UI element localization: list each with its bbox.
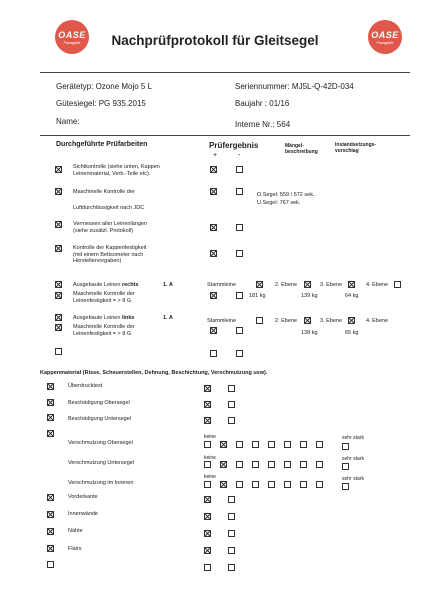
lower-item: Nähte: [68, 528, 83, 534]
kappen-item: Beschädigung Untersegel: [68, 416, 131, 422]
page-title: Nachprüfprotokoll für Gleitsegel: [111, 33, 319, 48]
scale-box[interactable]: [268, 441, 275, 448]
minus-checkbox[interactable]: [236, 292, 243, 299]
rechts-v1: 181 kg: [249, 293, 266, 299]
scale-box[interactable]: [236, 441, 243, 448]
plus-checkbox[interactable]: [210, 188, 217, 195]
col-durchgefuhrt: Durchgeführte Prüfarbeiten: [56, 141, 148, 148]
kappen-checkbox[interactable]: [47, 399, 54, 406]
row-checkbox[interactable]: [55, 281, 62, 288]
scale-box[interactable]: [300, 441, 307, 448]
plus-checkbox[interactable]: [204, 530, 211, 537]
scale-box[interactable]: [342, 443, 349, 450]
minus-checkbox[interactable]: [228, 530, 235, 537]
plus-checkbox[interactable]: [204, 417, 211, 424]
lower-checkbox[interactable]: [47, 561, 54, 568]
lower-checkbox[interactable]: [47, 494, 54, 501]
scale-box[interactable]: [204, 481, 211, 488]
plus-checkbox[interactable]: [210, 327, 217, 334]
rechts-e2: 2. Ebene: [275, 282, 298, 288]
ebene3-checkbox[interactable]: [348, 281, 355, 288]
row-checkbox[interactable]: [55, 314, 62, 321]
minus-checkbox[interactable]: [228, 417, 235, 424]
kappen-checkbox[interactable]: [47, 383, 54, 390]
scale-box[interactable]: [220, 481, 227, 488]
rechts-label-bold: rechts: [121, 282, 139, 288]
lower-item: Innenwände: [68, 511, 98, 517]
kappen-item: Beschädigung Obersegel: [68, 400, 130, 406]
scale-sehr-stark: sehr stark: [342, 456, 364, 462]
minus-checkbox[interactable]: [228, 564, 235, 571]
row-label: Kontrolle der Kappenfestigkeit (mit einem Bettsometer nach Herstellervorgaben): [73, 245, 147, 264]
scale-box[interactable]: [236, 481, 243, 488]
kappen-checkbox[interactable]: [47, 414, 54, 421]
scale-box[interactable]: [252, 481, 259, 488]
minus-checkbox[interactable]: [236, 188, 243, 195]
scale-box[interactable]: [252, 461, 259, 468]
seriennummer: Seriennummer: MJ5L-Q-42D-034: [235, 82, 354, 91]
scale-box[interactable]: [220, 441, 227, 448]
rechts-e4: 4. Ebene: [366, 282, 389, 288]
ebene2-checkbox[interactable]: [304, 281, 311, 288]
stammleine-checkbox[interactable]: [256, 281, 263, 288]
plus-checkbox[interactable]: [204, 564, 211, 571]
plus-checkbox[interactable]: [210, 166, 217, 173]
rechts-e3: 3. Ebene: [320, 282, 343, 288]
ebene4-checkbox[interactable]: [394, 281, 401, 288]
lower-checkbox[interactable]: [47, 545, 54, 552]
plus-checkbox[interactable]: [204, 496, 211, 503]
row-label: Vermessen aller Leinenlängen (siehe zusätzl. Protokoll): [73, 221, 147, 234]
row-checkbox[interactable]: [55, 348, 62, 355]
row-checkbox[interactable]: [55, 292, 62, 299]
row-checkbox[interactable]: [55, 324, 62, 331]
ebene3-checkbox[interactable]: [348, 317, 355, 324]
gutesiegel: Gütesiegel: PG 935.2015: [56, 99, 146, 108]
logo-word: OASE: [371, 30, 399, 40]
scale-sehr-stark: sehr stark: [342, 476, 364, 482]
interne-nr: Interne Nr.: 564: [235, 120, 291, 129]
minus-checkbox[interactable]: [228, 385, 235, 392]
oase-logo-right: [368, 20, 402, 54]
col-mangel: Mängel- beschreibung: [285, 143, 318, 155]
verschmutzung-label: Verschmutzung Obersegel: [68, 440, 133, 446]
links-label-pre: Ausgebaute Leinen: [73, 315, 122, 321]
scale-box[interactable]: [316, 461, 323, 468]
links-suffix: 1. A: [163, 315, 173, 321]
baujahr: Baujahr : 01/16: [235, 99, 290, 108]
row-label: Sichtkontrolle (siehe unten, Kappen Leinenmaterial, Verb.-Teile etc).: [73, 164, 160, 177]
plus-checkbox[interactable]: [204, 385, 211, 392]
row-checkbox[interactable]: [55, 188, 62, 195]
scale-keine: keine: [204, 455, 216, 461]
plus-checkbox[interactable]: [210, 224, 217, 231]
lower-checkbox[interactable]: [47, 528, 54, 535]
logo-sub: Paraglide: [63, 40, 81, 45]
minus-checkbox[interactable]: [236, 327, 243, 334]
scale-keine: keine: [204, 434, 216, 440]
scale-box[interactable]: [342, 483, 349, 490]
plus-checkbox[interactable]: [210, 292, 217, 299]
scale-box[interactable]: [236, 461, 243, 468]
rechts-v3: 64 kg: [345, 293, 359, 299]
links-label-2: Maschinelle Kontrolle der Leinenfestigkeit = > 8 G: [73, 324, 135, 337]
minus-checkbox[interactable]: [236, 250, 243, 257]
minus-checkbox[interactable]: [236, 166, 243, 173]
row-checkbox[interactable]: [55, 166, 62, 173]
links-stammleine: Stammleine: [207, 318, 237, 324]
rechts-v2: 139 kg: [301, 293, 318, 299]
row-label-2: Luftdurchlässigkeit nach JDC: [73, 205, 145, 211]
note-obersegel: O.Segel: 559 / 572 sek.: [257, 192, 315, 198]
links-label: [73, 315, 134, 322]
oase-logo-left: [55, 20, 89, 54]
minus-checkbox[interactable]: [236, 224, 243, 231]
links-label-bold: links: [121, 315, 135, 321]
divider: [40, 72, 410, 73]
col-instand: Instandsetzungs- vorschlag: [335, 142, 377, 154]
scale-box[interactable]: [316, 481, 323, 488]
plus-checkbox[interactable]: [204, 401, 211, 408]
rechts-label-2: Maschinelle Kontrolle der Leinenfestigkeit = > 8 G: [73, 291, 135, 304]
kappen-item: Überdrucktest: [68, 383, 103, 389]
scale-sehr-stark: sehr stark: [342, 435, 364, 441]
geratetyp: Gerätetyp: Ozone Mojo 5 L: [56, 82, 153, 91]
kappen-checkbox[interactable]: [47, 430, 54, 437]
logo-word: OASE: [58, 30, 86, 40]
plus-checkbox[interactable]: [204, 513, 211, 520]
scale-box[interactable]: [268, 461, 275, 468]
stammleine-checkbox[interactable]: [256, 317, 263, 324]
links-e4: 4. Ebene: [366, 318, 389, 324]
links-e3: 3. Ebene: [320, 318, 343, 324]
verschmutzung-label: Verschmutzung Untersegel: [68, 460, 135, 466]
minus-checkbox[interactable]: [236, 350, 243, 357]
scale-box[interactable]: [284, 441, 291, 448]
scale-box[interactable]: [220, 461, 227, 468]
note-untersegel: U.Segel: 767 sek.: [257, 200, 301, 206]
links-e2: 2. Ebene: [275, 318, 298, 324]
rechts-label-pre: Ausgebaute Leinen: [73, 282, 122, 288]
plus-checkbox[interactable]: [210, 250, 217, 257]
scale-box[interactable]: [342, 463, 349, 470]
rechts-label: [73, 282, 138, 289]
row-label: Maschinelle Kontrolle der: [73, 189, 135, 195]
scale-box[interactable]: [204, 441, 211, 448]
scale-box[interactable]: [284, 461, 291, 468]
rechts-stammleine: Stammleine: [207, 282, 237, 288]
minus-checkbox[interactable]: [228, 401, 235, 408]
scale-box[interactable]: [268, 481, 275, 488]
verschmutzung-label: Verschmutzung im Inneren: [68, 480, 134, 486]
name-field: Name:: [56, 117, 80, 126]
minus-checkbox[interactable]: [228, 547, 235, 554]
row-checkbox[interactable]: [55, 221, 62, 228]
scale-box[interactable]: [300, 481, 307, 488]
links-v1: 138 kg: [301, 330, 318, 336]
col-minus: -: [238, 152, 241, 159]
plus-checkbox[interactable]: [204, 547, 211, 554]
minus-checkbox[interactable]: [228, 496, 235, 503]
col-prufergebnis: Prüfergebnis: [209, 141, 259, 150]
links-v2: 65 kg: [345, 330, 359, 336]
row-checkbox[interactable]: [55, 245, 62, 252]
plus-checkbox[interactable]: [210, 350, 217, 357]
lower-checkbox[interactable]: [47, 511, 54, 518]
ebene2-checkbox[interactable]: [304, 317, 311, 324]
scale-box[interactable]: [284, 481, 291, 488]
lower-item: Flairs: [68, 546, 82, 552]
scale-box[interactable]: [252, 441, 259, 448]
scale-keine: keine: [204, 474, 216, 480]
logo-sub: Paraglide: [376, 40, 394, 45]
col-plus: +: [213, 152, 218, 159]
rechts-suffix: 1. A: [163, 282, 173, 288]
minus-checkbox[interactable]: [228, 513, 235, 520]
scale-box[interactable]: [316, 441, 323, 448]
divider: [40, 135, 410, 136]
scale-box[interactable]: [300, 461, 307, 468]
kappen-heading: Kappenmaterial (Risse, Scheuerstellen, Dehnung, Beschichtung, Verschmutzung usw).: [40, 370, 268, 376]
scale-box[interactable]: [204, 461, 211, 468]
lower-item: Vorderkante: [68, 494, 98, 500]
